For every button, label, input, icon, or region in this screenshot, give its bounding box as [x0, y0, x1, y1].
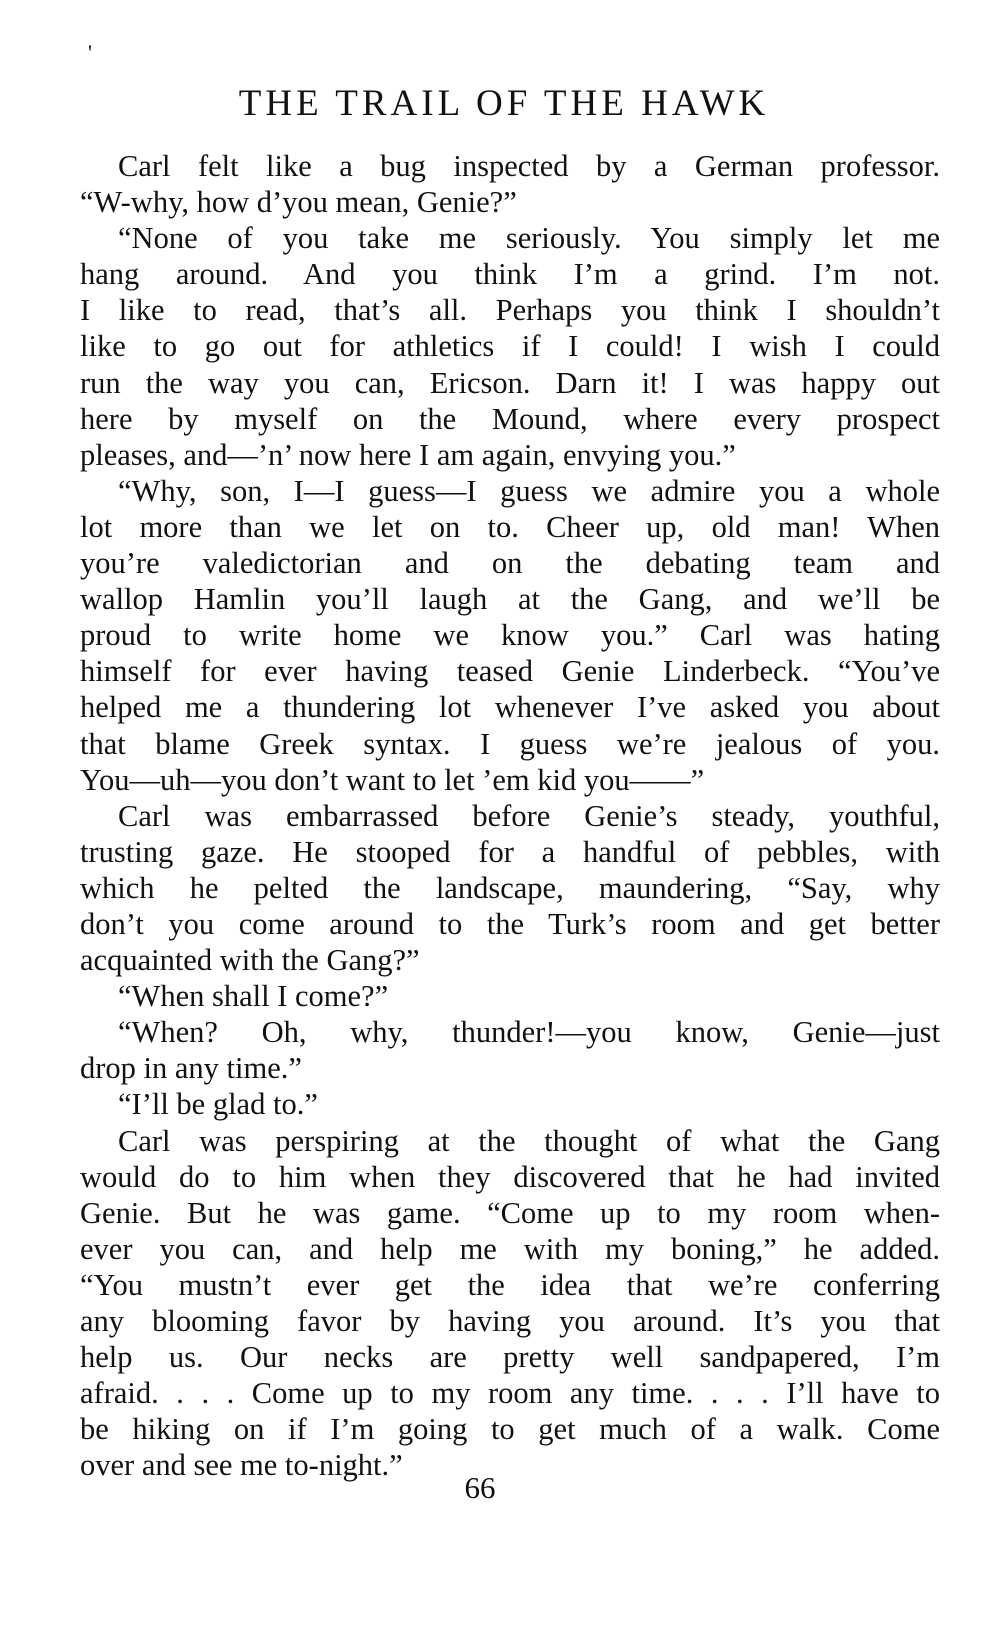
text-line: “When shall I come?” [118, 979, 389, 1014]
text-line: run the way you can, Ericson. Darn it! I was happy out [80, 365, 940, 400]
text-line: “Why, son, I—I guess—I guess we admire you a whole [118, 473, 940, 508]
text-line: “I’ll be glad to.” [118, 1087, 318, 1122]
text-line: which he pelted the landscape, maundering, “Say, why [80, 870, 940, 905]
text-line: hang around. And you think I’m a grind. I’m not. [80, 257, 940, 292]
text-line: Carl was embarrassed before Genie’s steady, youthful, [118, 798, 940, 833]
text-line: afraid. . . . Come up to my room any time. . . . I’ll have to [80, 1376, 940, 1411]
text-line: You—uh—you don’t want to let ’em kid you——” [80, 762, 705, 797]
text-line: proud to write home we know you.” Carl was hating [80, 618, 940, 653]
text-line: “W-why, how d’you mean, Genie?” [80, 185, 517, 220]
margin-mark: ' [88, 40, 92, 65]
text-line: drop in any time.” [80, 1051, 302, 1086]
text-line: any blooming favor by having you around. It’s you that [80, 1304, 940, 1338]
text-line: “When? Oh, why, thunder!—you know, Genie—just [118, 1015, 940, 1050]
text-line: that blame Greek syntax. I guess we’re jealous of you. [80, 726, 940, 761]
text-line: over and see me to-night.” [80, 1448, 403, 1483]
text-line: “None of you take me seriously. You simply let me [118, 221, 940, 256]
text-line: be hiking on if I’m going to get much of a walk. Come [80, 1412, 940, 1447]
text-line: pleases, and—’n’ now here I am again, envying you.” [80, 437, 736, 472]
text-line: “You mustn’t ever get the idea that we’re conferring [80, 1267, 940, 1302]
text-line: here by myself on the Mound, where every prospect [80, 401, 940, 436]
text-line: wallop Hamlin you’ll laugh at the Gang, and we’ll be [80, 582, 940, 617]
text-line: Carl was perspiring at the thought of what the Gang [118, 1123, 940, 1158]
text-line: don’t you come around to the Turk’s room and get better [80, 906, 940, 941]
text-line: Genie. But he was game. “Come up to my room when- [80, 1195, 940, 1230]
text-line: help us. Our necks are pretty well sandpapered, I’m [80, 1340, 940, 1375]
text-line: trusting gaze. He stooped for a handful of pebbles, with [80, 834, 940, 869]
running-head: THE TRAIL OF THE HAWK [238, 83, 770, 124]
text-line: you’re valedictorian and on the debating team and [80, 546, 940, 581]
text-line: acquainted with the Gang?” [80, 943, 420, 978]
text-line: lot more than we let on to. Cheer up, old man! When [80, 509, 940, 544]
text-line: like to go out for athletics if I could! I wish I could [80, 329, 940, 364]
text-line: would do to him when they discovered that he had invited [80, 1159, 940, 1194]
text-line: helped me a thundering lot whenever I’ve asked you about [80, 690, 940, 725]
text-line: Carl felt like a bug inspected by a German professor. [118, 149, 940, 183]
text-line: himself for ever having teased Genie Linderbeck. “You’ve [80, 654, 940, 689]
body-text [80, 148, 940, 1483]
text-line: I like to read, that’s all. Perhaps you think I shouldn’t [80, 293, 940, 328]
page-number: 66 [464, 1470, 496, 1505]
text-line: ever you can, and help me with my boning,” he added. [80, 1231, 940, 1266]
